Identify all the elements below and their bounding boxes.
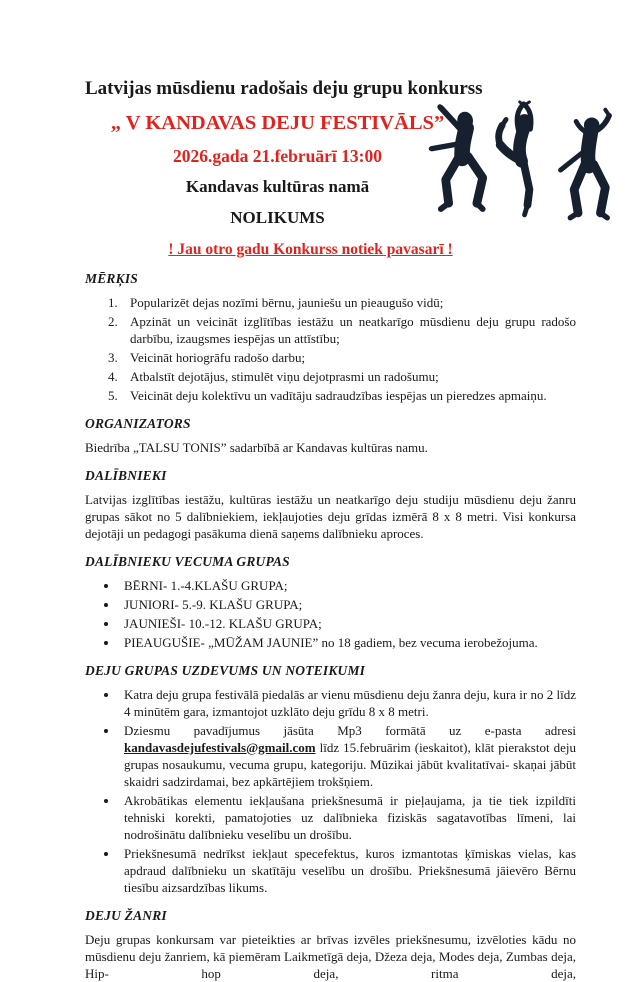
email-link[interactable]: kandavasdejufestivals@gmail.com — [124, 739, 316, 755]
list-item — [119, 722, 576, 790]
organizators-paragraph: Biedrība „TALSU TONIS” sadarbībā ar Kandavas kultūras namu. — [85, 439, 428, 455]
list-item: 2. Apzināt un veicināt izglītības iestāžu un neatkarīgo mūsdienu deju grupu radošo darbību, izaugsmes iespējas un attīstību; — [121, 313, 576, 347]
event-date: 2026.gada 21.februārī 13:00 — [172, 146, 383, 167]
list-item: • BĒRNI- 1.-4.KLAŠU GRUPA; — [119, 577, 576, 594]
list-item: • Akrobātikas elementu iekļaušana priekšnesumā ir pieļaujama, ja tie tiek izpildīti tehniski korekti, pamatojoties uz dalībnieka fiziskās sagatavotības līmeni, lai nodrošinātu dalībnieku veselību un drošību. — [119, 792, 576, 843]
document-header — [85, 78, 483, 227]
rule-text-after-email: līdz 15.februārim (ieskaitot), klāt pierakstot deju grupas nosaukumu, vecuma grupu, kategoriju. Mūzikai jābūt kvalitatīvai- skaņai jābūt skaidri sadzirdamai, bez apkārtējiem trokšņiem. — [124, 739, 576, 789]
dancer-figure-middle — [499, 102, 532, 215]
dancers-silhouette-image — [425, 100, 627, 246]
dancer-figure-right — [561, 110, 610, 218]
section-heading-noteikumi: DEJU GRUPAS UZDEVUMS UN NOTEIKUMI — [85, 662, 366, 678]
section-heading-dalibnieki: DALĪBNIEKI — [85, 467, 167, 483]
list-item: 1. Popularizēt dejas nozīmi bērnu, jauniešu un pieaugušo vidū; — [121, 294, 576, 311]
list-item: • PIEAUGUŠIE- „MŪŽAM JAUNIE” no 18 gadiem, bez vecuma ierobežojuma. — [119, 634, 576, 651]
section-heading-organizators: ORGANIZATORS — [85, 415, 191, 431]
section-heading-zanri: DEJU ŽANRI — [85, 907, 167, 923]
announcement-banner: ! Jau otro gadu Konkurss notiek pavasarī ! — [168, 240, 453, 258]
vecuma-grupas-list — [85, 577, 576, 651]
merkis-list — [85, 294, 576, 404]
section-heading-vecuma-grupas: DALĪBNIEKU VECUMA GRUPAS — [85, 553, 290, 569]
list-item: • Priekšnesumā nedrīkst iekļaut specefektus, kuros izmantotas ķīmiskas vielas, kas apdraud dalībnieku un skatītāju veselību un drošību. Priekšnesumā jāievēro Bērnu tiesību aizsardzības likums. — [119, 845, 576, 896]
noteikumi-list — [85, 686, 576, 896]
list-item: 3. Veicināt horiogrāfu radošo darbu; — [121, 349, 576, 366]
list-item: • Katra deju grupa festivālā piedalās ar vienu mūsdienu deju žanra deju, kura ir no 2 līdz 4 minūtēm gara, izmantojot uzklāto deju grīdu 8 x 8 metri. — [119, 686, 576, 720]
dalibnieki-paragraph: Latvijas izglītības iestāžu, kultūras iestāžu un neatkarīgo deju studiju mūsdienu deju žanru grupas sākot no 5 dalībniekiem, iekļaujoties deju grīdas izmērā 8 x 8 metri. Visi konkursa dejotāji un pedagogi pasākuma dienā saņems dalībnieku aproces. — [85, 491, 576, 541]
rule-text-before-email: Dziesmu pavadījumus jāsūta Mp3 formātā uz e-pasta adresi — [124, 722, 576, 738]
list-item: 4. Atbalstīt dejotājus, stimulēt viņu dejotprasmi un radošumu; — [121, 368, 576, 385]
list-item: 5. Veicināt deju kolektīvu un vadītāju sadraudzības iespējas un pieredzes apmaiņu. — [121, 387, 576, 404]
event-venue: Kandavas kultūras namā — [185, 176, 370, 196]
dancer-figure-left — [429, 104, 483, 209]
zanri-paragraph: Deju grupas konkursam var pieteikties ar brīvas izvēles priekšnesumu, izvēloties kādu no mūsdienu deju žanriem, kā piemēram Laikmetīgā deja, Džeza deja, Modes deja, Zumbas deja, Hip- hop deja, ritma deja, — [85, 931, 576, 981]
list-item: • JUNIORI- 5.-9. KLAŠU GRUPA; — [119, 596, 576, 613]
competition-title: Latvijas mūsdienu radošais deju grupu konkurss — [85, 78, 483, 99]
festival-title: „ V KANDAVAS DEJU FESTIVĀLS” — [110, 111, 445, 134]
list-item: • JAUNIEŠI- 10.-12. KLAŠU GRUPA; — [119, 615, 576, 632]
document-type-label: NOLIKUMS — [230, 207, 325, 227]
section-heading-merkis: MĒRĶIS — [85, 270, 138, 286]
